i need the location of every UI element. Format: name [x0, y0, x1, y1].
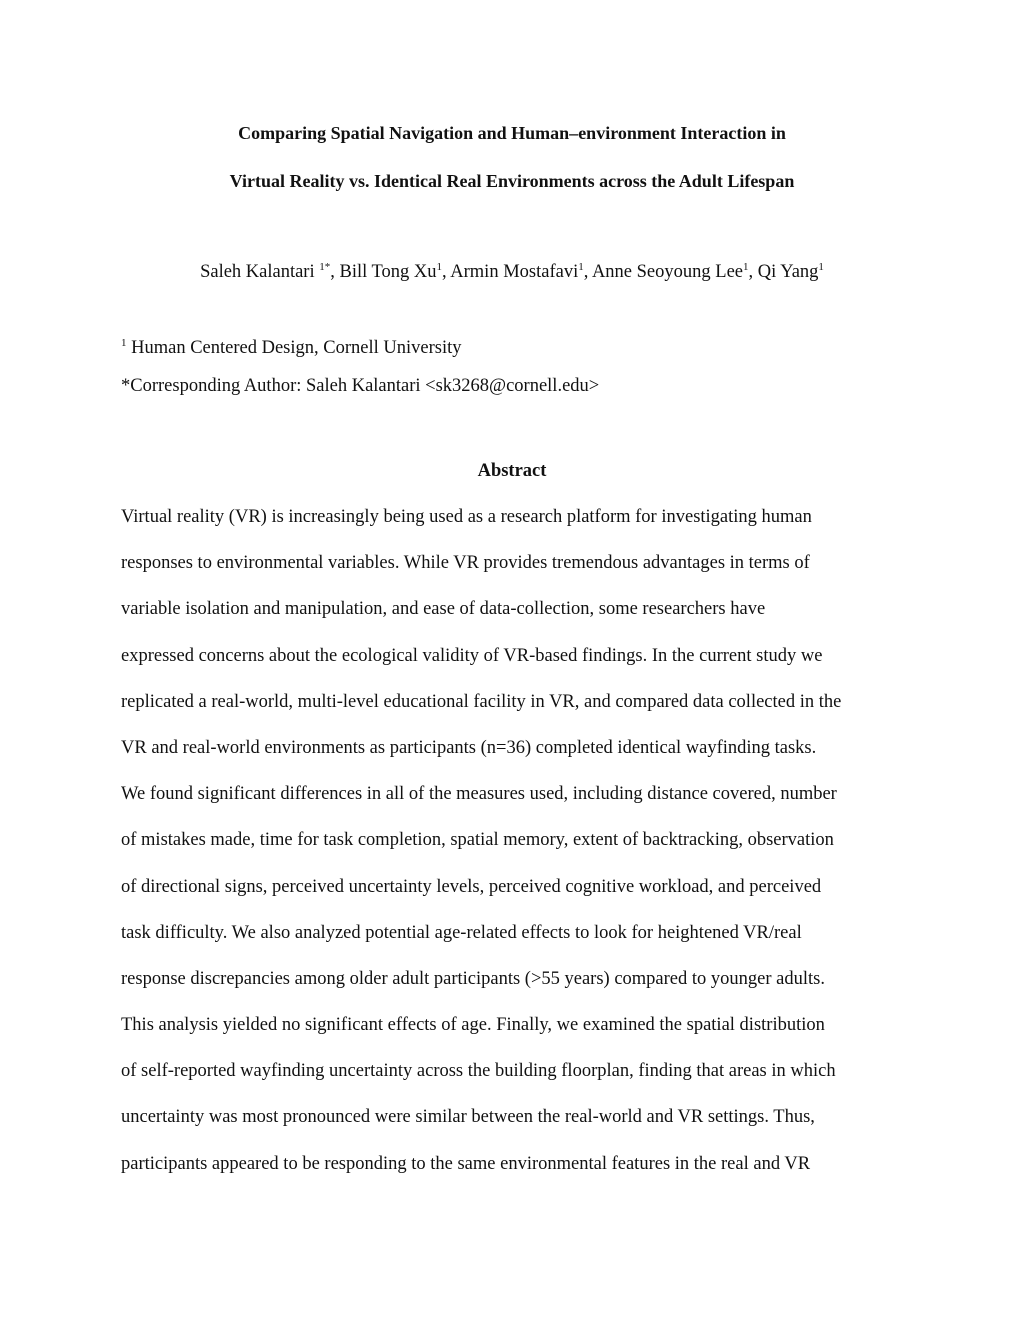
abstract-line: of self-reported wayfinding uncertainty across the building floorplan, finding that areas in which — [121, 1061, 836, 1082]
author-affiliation-mark: 1 — [743, 260, 749, 273]
author-affiliation-mark: 1 — [436, 260, 443, 273]
author-name: , Qi Yang — [748, 262, 819, 282]
author-affiliation-mark: 1 — [578, 260, 584, 273]
affiliation-text: Human Centered Design, Cornell University — [126, 338, 462, 358]
corresponding-author: *Corresponding Author: Saleh Kalantari <sk3268@cornell.edu> — [121, 376, 600, 396]
abstract-heading: Abstract — [477, 461, 547, 481]
author-affiliation-mark: 1 — [818, 260, 824, 273]
paper-title-line-2: Virtual Reality vs. Identical Real Environments across the Adult Lifespan — [229, 171, 795, 191]
abstract-line: VR and real-world environments as participants (n=36) completed identical wayfinding tasks. — [121, 737, 817, 758]
abstract-line: We found significant differences in all of the measures used, including distance covered, number — [121, 784, 837, 805]
abstract-line: expressed concerns about the ecological validity of VR-based findings. In the current study we — [121, 645, 823, 666]
author-name: , Armin Mostafavi — [442, 262, 579, 282]
affiliation — [121, 335, 462, 361]
abstract-line: This analysis yielded no significant effects of age. Finally, we examined the spatial distribution — [121, 1015, 825, 1036]
abstract-line: participants appeared to be responding to the same environmental features in the real and VR — [121, 1153, 811, 1174]
author-name: Saleh Kalantari — [200, 262, 320, 282]
author-name: , Anne Seoyoung Lee — [583, 262, 743, 282]
abstract-line: responses to environmental variables. While VR provides tremendous advantages in terms of — [121, 553, 810, 574]
paper-title-line-1: Comparing Spatial Navigation and Human–environment Interaction in — [238, 123, 786, 143]
abstract-line: variable isolation and manipulation, and ease of data-collection, some researchers have — [121, 599, 766, 620]
affiliation-mark: 1 — [121, 336, 127, 349]
abstract-line: of mistakes made, time for task completion, spatial memory, extent of backtracking, observation — [121, 830, 834, 851]
author-name: , Bill Tong Xu — [330, 262, 437, 282]
author-affiliation-mark: 1* — [319, 260, 331, 273]
abstract-line: task difficulty. We also analyzed potential age-related effects to look for heightened VR/real — [121, 922, 802, 943]
abstract-line: of directional signs, perceived uncertainty levels, perceived cognitive workload, and perceived — [121, 876, 822, 897]
abstract-line: Virtual reality (VR) is increasingly being used as a research platform for investigating human — [121, 507, 812, 527]
abstract-line: replicated a real-world, multi-level educational facility in VR, and compared data collected in the — [121, 691, 842, 712]
author-list — [0, 259, 1024, 285]
abstract-line: response discrepancies among older adult participants (>55 years) compared to younger adults. — [121, 968, 825, 989]
abstract-body — [121, 504, 921, 1197]
abstract-line: uncertainty was most pronounced were similar between the real-world and VR settings. Thus, — [121, 1107, 815, 1128]
